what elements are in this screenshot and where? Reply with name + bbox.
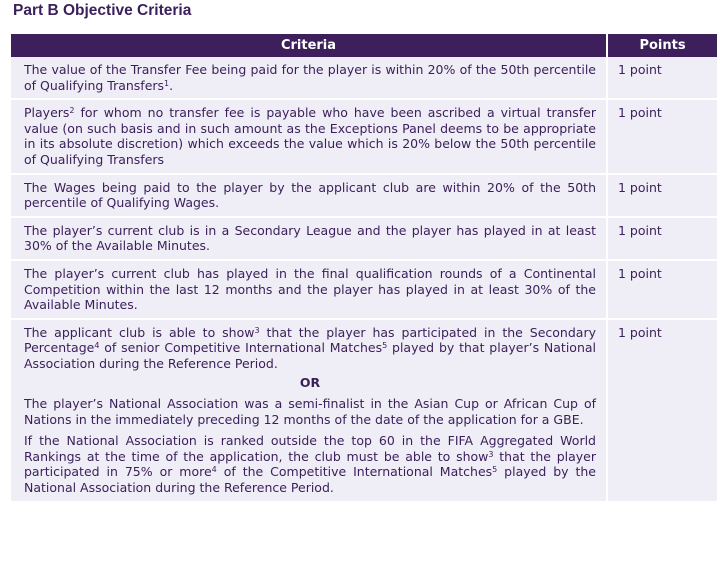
criteria-cell: [11, 174, 607, 217]
footnote-ref: 5: [492, 465, 498, 475]
points-cell: 1 point: [607, 99, 717, 173]
criteria-cell: [11, 319, 607, 502]
table-header-row: [11, 34, 717, 57]
table-row: [11, 99, 717, 173]
footnote-ref: 3: [488, 449, 494, 459]
points-cell: 1 point: [607, 174, 717, 217]
table-row: [11, 319, 717, 502]
footnote-ref: 4: [211, 465, 217, 475]
points-cell: 1 point: [607, 319, 717, 502]
points-column-header: Points: [607, 34, 717, 57]
criteria-paragraph: If the National Association is ranked outside the top 60 in the FIFA Aggregated World Rankings at the time of the application, the club must be able to show$^3$ that the player participated in 75% or more$^4$ of the Competitive International Matches$^5$ played by the National Association during the Reference Period.: [24, 433, 596, 496]
criteria-paragraph: Players$^2$ for whom no transfer fee is payable who have been ascribed a virtual transfer value (on such basis and in such amount as the Exceptions Panel deems to be appropriate in its absolute discretion) which exceeds the value which is 20% below the 50th percentile of Qualifying Transfers: [24, 105, 596, 167]
objective-criteria-table: [11, 34, 717, 503]
table-row: [11, 57, 717, 99]
criteria-cell: [11, 217, 607, 260]
criteria-paragraph: The player’s current club is in a Secondary League and the player has played in at least 30% of the Available Minutes.: [24, 222, 596, 254]
criteria-column-header: Criteria: [11, 34, 607, 57]
footnote-ref: 1: [164, 78, 170, 88]
table-row: [11, 260, 717, 319]
footnote-ref: 3: [254, 325, 260, 335]
criteria-paragraph: The player’s current club has played in the final qualification rounds of a Continental Competition within the last 12 months and the player has played in at least 30% of the Available Minutes.: [24, 265, 596, 313]
criteria-cell: [11, 57, 607, 99]
table-row: [11, 174, 717, 217]
criteria-paragraph: The Wages being paid to the player by the applicant club are within 20% of the 50th percentile of Qualifying Wages.: [24, 179, 596, 211]
footnote-ref: 2: [69, 106, 75, 116]
points-cell: 1 point: [607, 57, 717, 99]
points-cell: 1 point: [607, 217, 717, 260]
footnote-ref: 5: [382, 341, 388, 351]
or-separator: OR: [299, 374, 321, 390]
criteria-paragraph: The player’s National Association was a semi-finalist in the Asian Cup or African Cup of Nations in the immediately preceding 12 months of the date of the application for a GBE.: [24, 396, 596, 427]
footnote-ref: 4: [94, 341, 100, 351]
criteria-cell: [11, 99, 607, 173]
criteria-paragraph: The value of the Transfer Fee being paid for the player is within 20% of the 50th percentile of Qualifying Transfers$^1$.: [24, 62, 596, 93]
points-cell: 1 point: [607, 260, 717, 319]
criteria-paragraph: The applicant club is able to show$^3$ that the player has participated in the Secondary Percentage$^4$ of senior Competitive International Matches$^5$ played by that player’s National Association during the Reference Period.: [24, 324, 596, 371]
criteria-cell: [11, 260, 607, 319]
page-title: Part B Objective Criteria: [13, 2, 192, 19]
table-row: [11, 217, 717, 260]
